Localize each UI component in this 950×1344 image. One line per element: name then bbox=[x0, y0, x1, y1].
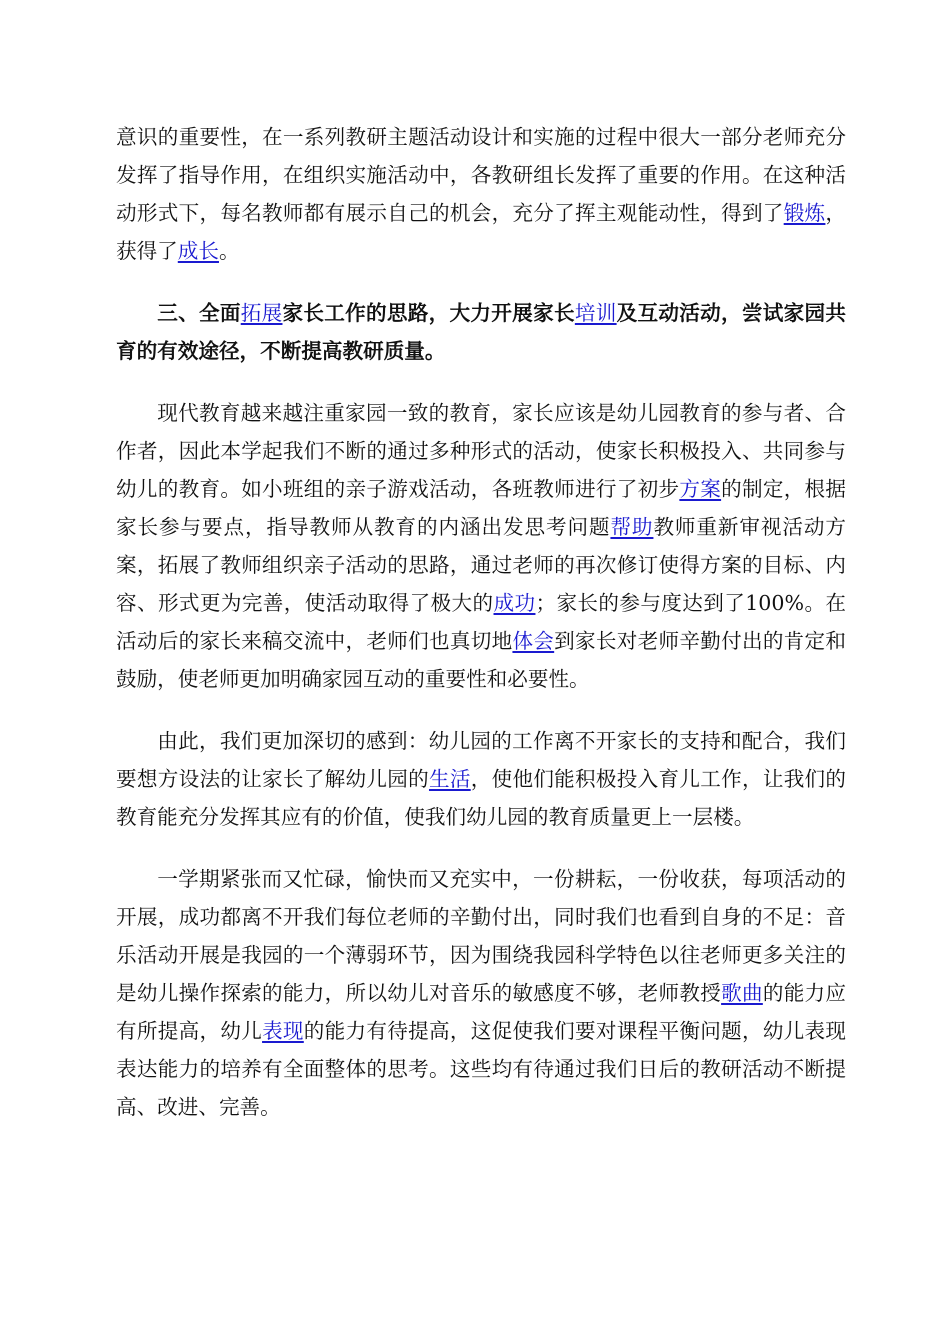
link-bangzhu[interactable]: 帮助 bbox=[610, 515, 654, 539]
text-run: 到家长对老师辛勤付出的肯定和鼓励，使老师更加明确家园互动的重要性和必要性。 bbox=[116, 629, 847, 691]
link-gequ[interactable]: 歌曲 bbox=[721, 981, 763, 1005]
paragraph-reflection bbox=[116, 860, 846, 1126]
text-run: 现代教育越来越注重家园一致的教育，家长应该是幼儿园教育的参与者、合作者，因此本学起我们不断的通过多种形式的活动，使家长积极投入、共同参与幼儿的教育。如小班组的亲子游戏活动，各班教师进行了初步 bbox=[116, 401, 846, 501]
heading-text-run: 家长工作的思路，大力开展家长 bbox=[282, 301, 575, 325]
text-run: 的能力应有所提高，幼儿 bbox=[116, 981, 847, 1043]
link-chenggong[interactable]: 成功 bbox=[493, 591, 536, 615]
text-run: ，使他们能积极投入育儿工作，让我们的教育能充分发挥其应有的价值，使我们幼儿园的教育质量更上一层楼。 bbox=[116, 767, 847, 829]
link-shenghuo[interactable]: 生活 bbox=[428, 767, 471, 791]
text-run: 意识的重要性，在一系列教研主题活动设计和实施的过程中很大一部分老师充分发挥了指导作用，在组织实施活动中，各教研组长发挥了重要的作用。在这种活动形式下，每名教师都有展示自己的机会，充分了挥主观能动性，得到了 bbox=[116, 125, 846, 225]
link-chengzhang[interactable]: 成长 bbox=[177, 239, 219, 263]
heading-text-run: 三、全面 bbox=[157, 301, 241, 325]
text-run: 由此，我们更加深切的感到：幼儿园的工作离不开家长的支持和配合，我们要想方设法的让家长了解幼儿园的 bbox=[116, 729, 846, 791]
text-run: 教师重新审视活动方案，拓展了教师组织亲子活动的思路，通过老师的再次修订使得方案的目标、内容、形式更为完善，使活动取得了极大的 bbox=[116, 515, 847, 615]
section-heading bbox=[116, 294, 846, 370]
link-biaoxian[interactable]: 表现 bbox=[262, 1019, 304, 1043]
link-fangan[interactable]: 方案 bbox=[679, 477, 722, 501]
text-run: ，获得了 bbox=[116, 201, 847, 263]
link-peixun[interactable]: 培训 bbox=[574, 301, 617, 325]
heading-text-run: 及互动活动，尝试家园共育的有效途径，不断提高教研质量。 bbox=[116, 301, 847, 363]
text-run: 一学期紧张而又忙碌，愉快而又充实中，一份耕耘，一份收获，每项活动的开展，成功都离不开我们每位老师的辛勤付出，同时我们也看到自身的不足：音乐活动开展是我园的一个薄弱环节，因为围绕我园科学特色以往老师更多关注的是幼儿操作探索的能力，所以幼儿对音乐的敏感度不够，老师教授 bbox=[116, 867, 846, 1005]
text-run: 的制定，根据家长参与要点，指导教师从教育的内涵出发思考问题 bbox=[116, 477, 847, 539]
text-run: 的能力有待提高，这促使我们要对课程平衡问题，幼儿表现表达能力的培养有全面整体的思考。这些均有待通过我们日后的教研活动不断提高、改进、完善。 bbox=[116, 1019, 847, 1119]
link-tuozhan[interactable]: 拓展 bbox=[240, 301, 283, 325]
link-duanlian[interactable]: 锻炼 bbox=[783, 201, 826, 225]
document-page bbox=[116, 118, 846, 1126]
paragraph-family-cooperation bbox=[116, 394, 846, 698]
link-tihui[interactable]: 体会 bbox=[512, 629, 555, 653]
text-run: ；家长的参与度达到了100%。在活动后的家长来稿交流中，老师们也真切地 bbox=[116, 591, 847, 653]
text-run: 。 bbox=[218, 239, 240, 263]
paragraph-conclusion bbox=[116, 722, 846, 836]
paragraph-continuation bbox=[116, 118, 846, 270]
